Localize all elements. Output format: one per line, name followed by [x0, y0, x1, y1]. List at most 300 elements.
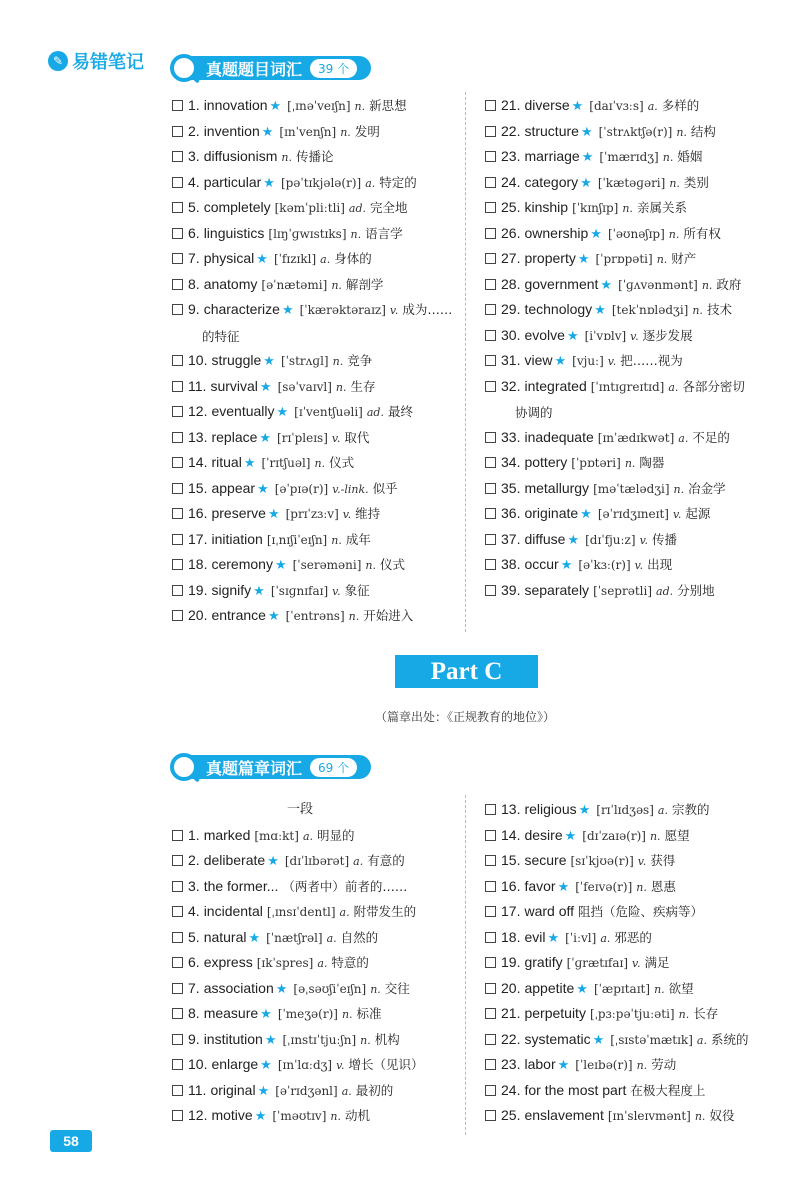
vocab-item — [172, 476, 462, 502]
checkbox[interactable] — [485, 432, 496, 443]
phonetic: [ˈɪntɪɡreɪtɪd] — [590, 379, 665, 394]
item-number: 2. — [188, 852, 200, 868]
chinese-meaning: 增长（见识） — [348, 1057, 424, 1072]
english-word: struggle — [211, 352, 262, 368]
part-of-speech: n. — [314, 457, 326, 470]
english-word: ownership — [524, 224, 589, 241]
checkbox[interactable] — [485, 1034, 496, 1045]
checkbox[interactable] — [172, 881, 183, 892]
vocab-item — [172, 374, 462, 400]
chinese-meaning: 所有权 — [683, 225, 721, 241]
item-number: 18. — [501, 928, 521, 945]
star-icon: ★ — [264, 1031, 277, 1047]
item-number: 12. — [188, 403, 208, 419]
part-of-speech: n. — [694, 1110, 706, 1123]
checkbox[interactable] — [172, 1059, 183, 1070]
chinese-meaning-continued: 的特征 — [202, 328, 240, 344]
checkbox[interactable] — [172, 585, 183, 596]
vocab-item — [485, 144, 785, 170]
chinese-meaning: 奴役 — [709, 1108, 735, 1123]
phonetic: [ˈstrʌktʃə(r)] — [598, 124, 673, 139]
english-word: inadequate — [524, 428, 594, 445]
vocab-item — [485, 874, 785, 900]
phonetic: [ˈstrʌɡl] — [280, 354, 329, 368]
item-number: 14. — [501, 826, 521, 843]
vocab-item — [485, 578, 785, 604]
part-of-speech: a. — [600, 931, 611, 945]
vocab-item — [172, 272, 462, 298]
phonetic: [kəmˈpliːtli] — [274, 201, 345, 215]
checkbox[interactable] — [485, 483, 496, 494]
phonetic: [əˈpɪə(r)] — [274, 481, 329, 496]
phonetic: [ˈentrəns] — [285, 609, 345, 623]
part-of-speech: n. — [676, 125, 687, 139]
english-word: enlarge — [211, 1056, 259, 1072]
checkbox[interactable] — [485, 228, 496, 239]
english-word: diffuse — [524, 530, 566, 547]
vocab-item — [485, 425, 785, 451]
chinese-meaning: 语言学 — [365, 225, 403, 241]
vocab-item — [172, 848, 462, 874]
section-title: 真题篇章词汇 — [206, 758, 303, 778]
checkbox[interactable] — [485, 355, 496, 366]
vocab-item — [172, 1078, 462, 1104]
checkbox[interactable] — [172, 228, 183, 239]
checkbox[interactable] — [485, 855, 496, 866]
vocab-item — [172, 874, 462, 900]
vocab-item — [172, 527, 462, 553]
checkbox[interactable] — [485, 830, 496, 841]
star-icon: ★ — [263, 174, 275, 190]
checkbox[interactable] — [485, 330, 496, 341]
star-icon: ★ — [576, 980, 588, 996]
checkbox[interactable] — [485, 202, 496, 213]
star-icon: ★ — [248, 929, 261, 945]
vocab-item — [485, 925, 785, 951]
item-number: 12. — [188, 1107, 208, 1123]
checkbox[interactable] — [485, 534, 496, 545]
chinese-meaning: 特定的 — [379, 174, 417, 190]
item-number: 20. — [188, 607, 208, 623]
checkbox[interactable] — [485, 177, 496, 188]
chinese-meaning: 满足 — [644, 955, 670, 970]
checkbox[interactable] — [172, 151, 183, 162]
part-of-speech: a. — [353, 855, 364, 868]
chinese-meaning: 明显的 — [317, 827, 355, 843]
item-number: 35. — [501, 479, 521, 496]
item-number: 4. — [188, 173, 200, 190]
item-number: 13. — [501, 801, 521, 817]
phonetic: [ˈɡʌvənmənt] — [618, 277, 698, 292]
item-number: 17. — [188, 530, 208, 547]
english-word: structure — [524, 122, 579, 139]
star-icon: ★ — [259, 378, 272, 394]
checkbox[interactable] — [485, 381, 496, 392]
phonetic: [iˈvɒlv] — [584, 328, 627, 343]
checkbox[interactable] — [485, 1085, 496, 1096]
chinese-meaning: 宗教的 — [671, 802, 710, 817]
chinese-meaning: 取代 — [344, 429, 370, 445]
checkbox[interactable] — [485, 1008, 496, 1019]
part-of-speech: n. — [649, 829, 661, 843]
part-of-speech: v. — [672, 508, 682, 521]
item-number: 2. — [188, 122, 200, 139]
english-word: ward off — [524, 903, 575, 919]
part-of-speech: n. — [332, 355, 344, 368]
chinese-meaning: 新思想 — [369, 98, 407, 113]
checkbox[interactable] — [172, 1110, 183, 1121]
star-icon: ★ — [254, 1108, 267, 1123]
english-word: kinship — [524, 199, 569, 215]
item-number: 7. — [188, 250, 200, 266]
english-word: metallurgy — [524, 479, 590, 496]
part-of-speech: n. — [624, 457, 636, 470]
checkbox[interactable] — [485, 151, 496, 162]
phonetic: [ˌsɪstəˈmætɪk] — [610, 1032, 693, 1047]
checkbox[interactable] — [485, 508, 496, 519]
checkbox[interactable] — [485, 585, 496, 596]
checkbox[interactable] — [172, 202, 183, 213]
checkbox[interactable] — [485, 279, 496, 290]
chinese-meaning: 获得 — [650, 853, 676, 868]
part-of-speech: n. — [331, 278, 342, 292]
star-icon: ★ — [260, 1006, 272, 1021]
chinese-meaning: 系统的 — [710, 1031, 749, 1047]
english-word: ceremony — [211, 556, 273, 572]
english-word: motive — [211, 1107, 253, 1123]
checkbox[interactable] — [172, 932, 183, 943]
english-word: category — [524, 173, 579, 190]
vocab-item — [172, 1103, 462, 1129]
vocab-item — [172, 170, 462, 196]
vocab-column-left-2 — [172, 797, 462, 1129]
part-of-speech: a. — [647, 100, 658, 113]
english-word: diverse — [524, 97, 570, 113]
checkbox[interactable] — [172, 279, 183, 290]
checkbox[interactable] — [485, 804, 496, 815]
part-of-speech: n. — [360, 1033, 371, 1047]
chinese-meaning: 成为…… — [402, 302, 453, 317]
star-icon: ★ — [260, 1057, 272, 1072]
part-of-speech: n. — [335, 380, 347, 394]
vocab-item — [485, 501, 785, 527]
chinese-meaning: 发明 — [354, 123, 380, 139]
item-number: 39. — [501, 581, 521, 598]
chinese-meaning: 劳动 — [651, 1057, 677, 1072]
vocab-item — [485, 797, 785, 823]
vocab-item — [485, 170, 785, 196]
checkbox[interactable] — [172, 406, 183, 417]
checkbox[interactable] — [485, 983, 496, 994]
phonetic: [rɪˈlɪdʒəs] — [596, 803, 654, 817]
magnifier-icon — [170, 54, 198, 82]
part-of-speech: a. — [668, 380, 679, 394]
english-word: signify — [211, 581, 252, 598]
english-word: systematic — [524, 1030, 591, 1047]
phonetic: [ˈiːvl] — [565, 930, 597, 945]
checkbox[interactable] — [172, 534, 183, 545]
item-number: 14. — [188, 454, 208, 470]
pencil-logo-icon: ✎ — [48, 51, 68, 71]
phonetic: [ˈsɪɡnɪfaɪ] — [270, 583, 329, 598]
part-of-speech: a. — [320, 253, 331, 266]
checkbox[interactable] — [172, 610, 183, 621]
vocab-item — [485, 1027, 785, 1053]
chinese-meaning: 自然的 — [340, 929, 379, 945]
star-icon: ★ — [269, 98, 282, 113]
english-word: the former... — [203, 877, 279, 894]
brand — [48, 48, 144, 74]
phonetic: [ˈəʊnəʃɪp] — [607, 226, 665, 241]
part-of-speech: n. — [348, 610, 360, 623]
phonetic: [dɪˈzaɪə(r)] — [582, 828, 646, 843]
english-word: original — [210, 1081, 256, 1098]
english-word: gratify — [524, 954, 563, 970]
english-word: for the most part — [524, 1081, 627, 1098]
english-word: survival — [210, 377, 258, 394]
chinese-meaning: 欲望 — [668, 980, 694, 996]
item-number: 9. — [188, 1030, 200, 1047]
item-number: 23. — [501, 1056, 521, 1072]
english-word: marriage — [524, 148, 580, 164]
vocab-item — [172, 221, 462, 247]
chinese-meaning: 政府 — [716, 276, 742, 292]
part-of-speech: n. — [636, 1059, 648, 1072]
checkbox[interactable] — [485, 253, 496, 264]
chinese-meaning: 分别地 — [677, 582, 715, 598]
vocab-item — [172, 195, 462, 221]
chinese-meaning: 标准 — [356, 1006, 382, 1021]
vocab-item — [172, 119, 462, 145]
checkbox[interactable] — [172, 1008, 183, 1019]
english-word: anatomy — [203, 275, 258, 292]
chinese-meaning: 象征 — [344, 582, 370, 598]
checkbox[interactable] — [485, 100, 496, 111]
column-divider — [465, 92, 466, 632]
phonetic: [sɪˈkjʊə(r)] — [570, 854, 634, 868]
part-of-speech: a. — [326, 931, 337, 945]
checkbox[interactable] — [485, 457, 496, 468]
item-number: 6. — [188, 954, 200, 970]
item-number: 16. — [188, 505, 208, 521]
checkbox[interactable] — [172, 355, 183, 366]
english-word: linguistics — [203, 224, 265, 241]
checkbox[interactable] — [172, 1034, 183, 1045]
item-number: 32. — [501, 377, 521, 394]
chinese-meaning: 邪恶的 — [614, 929, 652, 945]
phonetic: [ˌɪnstɪˈtjuːʃn] — [282, 1032, 357, 1047]
section-pill-body — [184, 56, 371, 80]
vocab-item — [172, 501, 462, 527]
checkbox[interactable] — [172, 304, 183, 315]
checkbox[interactable] — [172, 126, 183, 137]
vocab-item — [485, 899, 785, 925]
star-icon: ★ — [257, 480, 269, 496]
chinese-meaning: 恩惠 — [650, 878, 676, 894]
item-number: 25. — [501, 1107, 521, 1123]
chinese-meaning: 逐步发展 — [642, 327, 693, 343]
checkbox[interactable] — [172, 855, 183, 866]
checkbox[interactable] — [485, 559, 496, 570]
phonetic: [əˌsəʊʃiˈeɪʃn] — [293, 981, 367, 996]
chinese-meaning: 愿望 — [664, 827, 690, 843]
part-of-speech: n. — [281, 151, 292, 164]
phonetic: [ˌɪnəˈveɪʃn] — [287, 99, 351, 113]
vocab-item — [485, 1078, 785, 1104]
item-number: 38. — [501, 556, 521, 572]
checkbox[interactable] — [172, 177, 183, 188]
checkbox[interactable] — [485, 906, 496, 917]
item-number: 17. — [501, 903, 521, 919]
star-icon: ★ — [276, 404, 289, 419]
part-of-speech: a. — [696, 1033, 707, 1047]
chinese-meaning: 冶金学 — [688, 480, 726, 496]
part-of-speech: a. — [317, 957, 328, 970]
vocab-item — [172, 899, 462, 925]
vocab-item — [172, 552, 462, 578]
english-word: technology — [524, 301, 593, 317]
star-icon: ★ — [566, 327, 579, 343]
item-number: 1. — [188, 826, 200, 843]
vocab-item — [485, 323, 785, 349]
chinese-meaning: 维持 — [355, 506, 381, 521]
phonetic: [ɪnˈvenʃn] — [279, 124, 337, 139]
item-number: 6. — [188, 224, 200, 241]
checkbox[interactable] — [485, 881, 496, 892]
checkbox[interactable] — [172, 830, 183, 841]
part-of-speech: n. — [701, 278, 713, 292]
vocab-list-right — [485, 93, 785, 603]
phonetic: [tekˈnɒlədʒi] — [611, 303, 689, 317]
checkbox[interactable] — [172, 483, 183, 494]
checkbox[interactable] — [172, 508, 183, 519]
part-of-speech: a. — [678, 431, 689, 445]
vocab-item — [485, 374, 785, 425]
checkbox[interactable] — [172, 432, 183, 443]
checkbox[interactable] — [172, 381, 183, 392]
star-icon: ★ — [257, 1082, 270, 1098]
part-of-speech: n. — [668, 227, 680, 241]
item-number: 31. — [501, 352, 521, 368]
checkbox[interactable] — [172, 457, 183, 468]
vocab-list-left — [172, 93, 462, 629]
english-word: evil — [524, 928, 546, 945]
part-of-speech: n. — [331, 533, 342, 547]
part-of-speech: v. — [342, 508, 352, 521]
item-number: 15. — [501, 852, 521, 868]
phonetic: [ɪnˈlɑːdʒ] — [277, 1058, 333, 1072]
chinese-meaning: 仪式 — [380, 557, 406, 572]
item-number: 10. — [188, 352, 208, 368]
english-word: occur — [524, 556, 559, 572]
vocab-item — [172, 93, 462, 119]
checkbox[interactable] — [172, 559, 183, 570]
vocab-item — [172, 348, 462, 374]
part-of-speech: n. — [622, 202, 633, 215]
chinese-meaning: 起源 — [685, 506, 711, 521]
phonetic: [ɪnˈsleɪvmənt] — [607, 1109, 691, 1123]
part-of-speech: n. — [370, 982, 381, 996]
checkbox[interactable] — [172, 983, 183, 994]
vocab-item — [485, 1052, 785, 1078]
vocab-item — [172, 425, 462, 451]
chinese-meaning: 最终 — [387, 404, 413, 419]
part-of-speech: a. — [339, 906, 350, 919]
checkbox[interactable] — [485, 1110, 496, 1121]
english-word: view — [524, 352, 553, 368]
vocab-item — [172, 246, 462, 272]
checkbox[interactable] — [485, 1059, 496, 1070]
english-word: particular — [203, 173, 262, 190]
phonetic: [ˈmeʒə(r)] — [277, 1007, 338, 1021]
phonetic: [ˈserəməni] — [292, 558, 362, 572]
star-icon: ★ — [263, 353, 275, 368]
star-icon: ★ — [581, 149, 594, 164]
part-of-speech: n. — [365, 559, 376, 572]
chinese-meaning: （两者中）前者的…… — [282, 878, 408, 894]
english-word: measure — [203, 1005, 259, 1021]
vocab-item — [485, 476, 785, 502]
star-icon: ★ — [557, 878, 570, 894]
star-icon: ★ — [580, 506, 592, 521]
phonetic: [məˈtælədʒi] — [593, 481, 670, 496]
phonetic: [pəˈtɪkjələ(r)] — [280, 175, 362, 190]
star-icon: ★ — [571, 98, 584, 113]
column-divider — [465, 795, 466, 1135]
chinese-meaning: 完全地 — [370, 200, 408, 215]
item-number: 7. — [188, 979, 200, 996]
chinese-meaning: 解剖学 — [345, 276, 384, 292]
phonetic: [əˈnætəmi] — [261, 277, 328, 292]
part-of-speech: v. — [637, 855, 647, 868]
part-of-speech: v. — [630, 329, 639, 343]
item-number: 16. — [501, 877, 521, 894]
checkbox[interactable] — [172, 906, 183, 917]
checkbox[interactable] — [485, 932, 496, 943]
part-of-speech: n. — [341, 1008, 353, 1021]
star-icon: ★ — [592, 1031, 605, 1047]
chinese-meaning: 竞争 — [347, 353, 373, 368]
english-word: evolve — [524, 326, 565, 343]
english-word: property — [524, 250, 576, 266]
checkbox[interactable] — [485, 957, 496, 968]
checkbox[interactable] — [172, 957, 183, 968]
chinese-meaning-continued: 协调的 — [515, 405, 553, 420]
item-number: 21. — [501, 1005, 521, 1021]
part-of-speech: ad. — [348, 202, 367, 215]
item-number: 3. — [188, 148, 200, 164]
checkbox[interactable] — [172, 1085, 183, 1096]
chinese-meaning: 有意的 — [367, 853, 405, 868]
english-word: enslavement — [524, 1107, 604, 1123]
phonetic: [dɪˈlɪbərət] — [284, 854, 350, 868]
item-number: 11. — [188, 377, 207, 394]
checkbox[interactable] — [485, 304, 496, 315]
item-number: 36. — [501, 505, 521, 521]
english-word: appetite — [524, 979, 575, 996]
checkbox[interactable] — [485, 126, 496, 137]
vocab-item — [172, 1027, 462, 1053]
item-number: 22. — [501, 1030, 521, 1047]
item-number: 8. — [188, 275, 200, 292]
vocab-item — [172, 976, 462, 1002]
phonetic: [ɪˈventʃuəli] — [294, 405, 363, 419]
star-icon: ★ — [243, 455, 256, 470]
checkbox[interactable] — [172, 253, 183, 264]
checkbox[interactable] — [172, 100, 183, 111]
star-icon: ★ — [547, 929, 560, 945]
section-header-passage-vocab — [170, 753, 371, 781]
